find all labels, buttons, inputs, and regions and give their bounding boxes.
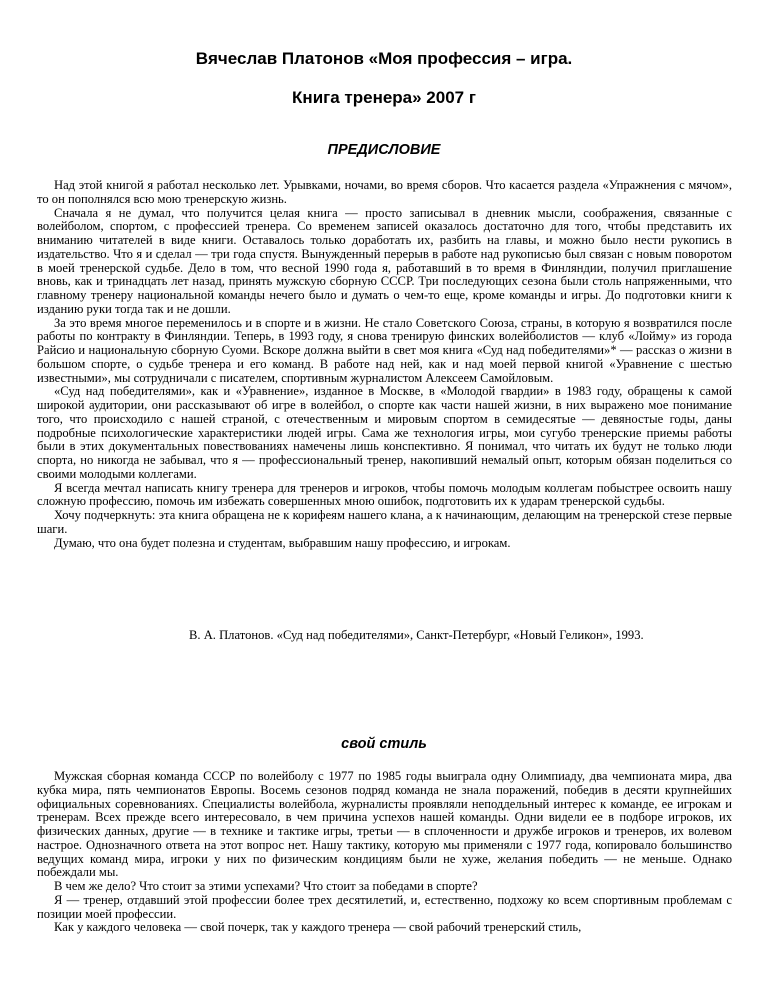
chapter-paragraph: Я — тренер, отдавший этой профессии более трех десятилетий, и, естественно, подхожу ко всем спортивным проблемам с позиции моей профессии. [37,892,732,921]
preface-paragraph: Думаю, что она будет полезна и студентам, выбравшим нашу профессию, и игрокам. [54,535,511,550]
preface-paragraph: Я всегда мечтал написать книгу тренера для тренеров и игроков, чтобы помочь молодым коллегам побыстрее освоить нашу сложную профессию, помочь им избежать совершенных мною ошибок, подготовить их к ударам тренерской судьбы. [37,480,732,509]
preface-paragraph: «Суд над победителями», как и «Уравнение», изданное в Москве, в «Молодой гвардии» в 1983 году, обращены к самой широкой аудитории, они рассказывают об игре в волейбол, о спорте как части нашей жизни, в них выражено мое понимание того, что происходило с нашей страной, с отечественным и мировым спортом в семидесятые — девяностые годы, даны подробные психологические характеристики людей игры. Сама же технология игры, мои сугубо тренерские приемы работы были в этих документальных повествованиях намечены лишь конспективно. Я понимал, что читать их будут не только люди спорта, но никогда не забывал, что я — профессиональный тренер, накопивший немалый опыт, которым обязан поделиться со своими молодыми коллегами. [37,384,732,481]
book-title-line-1: Вячеслав Платонов «Моя профессия – игра. [195,49,573,68]
preface-paragraph: Хочу подчеркнуть: эта книга обращена не к корифеям нашего клана, а к начинающим, делающим на тренерской стезе первые шаги. [37,508,732,536]
preface-heading: ПРЕДИСЛОВИЕ [327,142,441,158]
chapter-paragraph: Мужская сборная команда СССР по волейболу с 1977 по 1985 годы выиграла одну Олимпиаду, два чемпионата мира, два кубка мира, пять чемпионатов Европы. Восемь сезонов подряд команда не знала поражений, победив в десяти крупнейших официальных соревнованиях. Специалисты волейбола, журналисты проявляли неподдельный интерес к команде, ее игрокам и тренерам. Всех прежде всего интересовало, в чем причина успехов нашей команды. Одни видели ее в подборе игроков, их физических данных, другие — в технике и тактике игры, третьи — в сплоченности и дружбе игроков и тренеров, их волевом настрое. Однозначного ответа на этот вопрос нет. Нашу тактику, которую мы применяли с 1977 года, копировало большинство ведущих команд мира, игроки у них по физическим кондициям были не хуже, желания победить — не меньше. Однако побеждали мы. [37,769,732,880]
preface-paragraph: Над этой книгой я работал несколько лет. Урывками, ночами, во время сборов. Что касается раздела «Упражнения с мячом», то он пополнялся всю мою тренерскую жизнь. [37,178,732,206]
chapter-paragraph: В чем же дело? Что стоит за этими успехами? Что стоит за победами в спорте? [54,879,478,893]
chapter-body [37,770,732,935]
book-title-line-2: Книга тренера» 2007 г [292,88,476,107]
preface-paragraph: За это время многое переменилось и в спорте и в жизни. Не стало Советского Союза, страны, в которую я возвратился после работы по контракту в Финляндии. Теперь, в 1993 году, я снова тренирую финских волейболистов — клуб «Лойму» из города Райсио и национальную сборную Суоми. Вскоре должна выйти в свет моя книга «Суд над победителями»* — рассказ о жизни в большом спорте, о судьбе тренера и его команд. В работе над ней, как и над моей первой книгой «Уравнение с шестью известными», мы сотрудничали с писателем, спортивным журналистом Алексеем Самойловым. [37,315,732,385]
preface-body [37,179,732,550]
preface-paragraph: Сначала я не думал, что получится целая книга — просто записывал в дневник мысли, соображения, связанные с волейболом, спортом, с профессией тренера. Со временем записей оказалось достаточно для того, чтобы представить их вниманию читателей в виде книги. Оставалось только доработать их, разбить на главы, и можно было нести рукопись в издательство. Что я и сделал — три года спустя. Вынужденный перерыв в работе над рукописью был связан с новым поворотом в моей тренерской судьбе. Дело в том, что весной 1990 года я, работавший в то время в Финляндии, получил приглашение вновь, как и тринадцать лет назад, принять мужскую сборную СССР. Три последующих сезона были столь напряженными, что главному тренеру национальной команды нечего было и думать о чем-то еще, кроме команды и игры. До подготовки книги к изданию руки тогда так и не дошли. [37,205,732,316]
preface-attribution: В. А. Платонов. «Суд над победителями», Санкт-Петербург, «Новый Геликон», 1993. [189,628,644,642]
chapter-paragraph: Как у каждого человека — свой почерк, так у каждого тренера — свой рабочий тренерский стиль, [54,920,582,935]
chapter-heading: свой стиль [341,736,427,752]
